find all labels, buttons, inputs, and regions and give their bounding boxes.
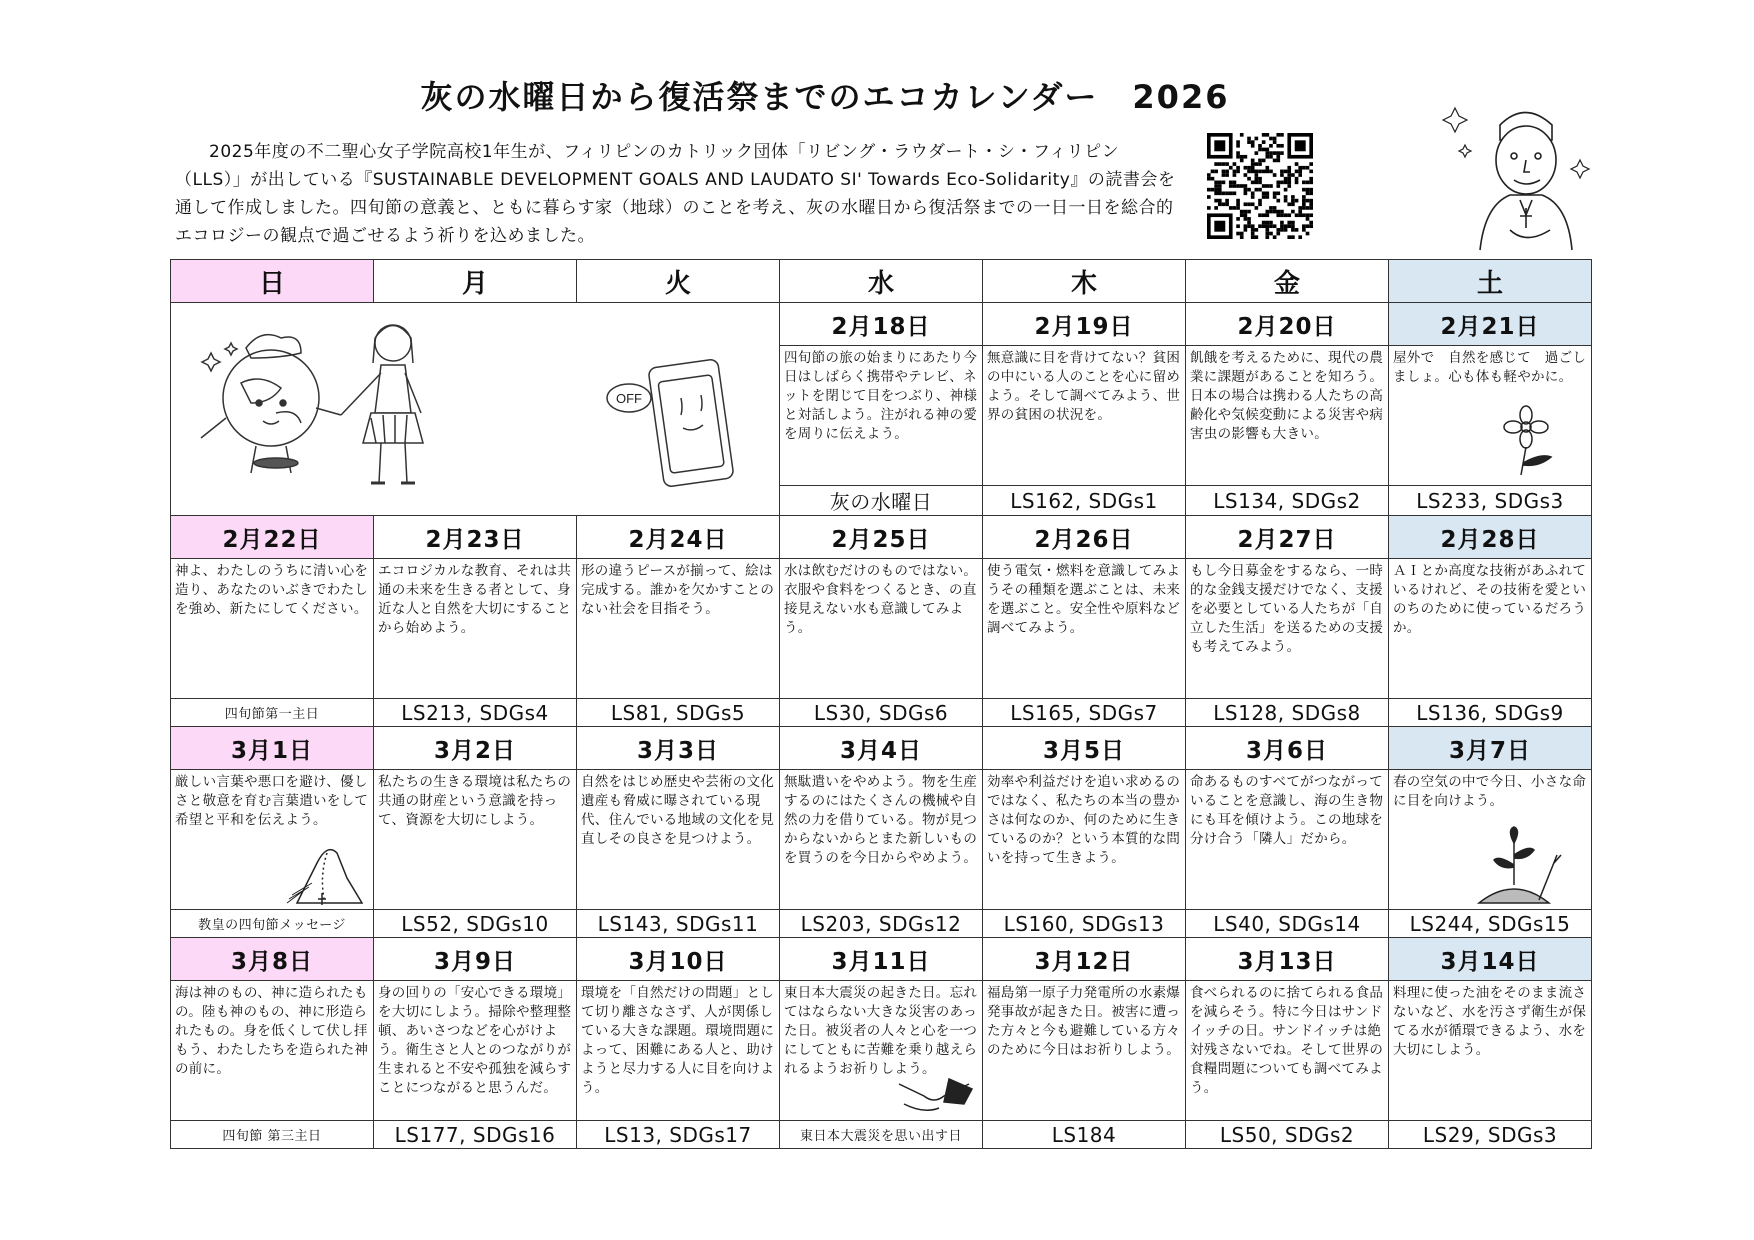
weekday-mon: 月 (374, 260, 577, 303)
day-text: 身の回りの「安心できる環境」を大切にしよう。掃除や整理整頓、あいさつなどを心がけよう。衛生さと人とのつながりが生まれると不安や孤独を減らすことにつながると思うんだ。 (374, 981, 577, 1121)
date-3-7: 3月7日 (1389, 727, 1592, 770)
date-2-23: 2月23日 (374, 516, 577, 559)
date-2-22: 2月22日 (171, 516, 374, 559)
date-2-26: 2月26日 (983, 516, 1186, 559)
day-text: 無意識に目を背けてない？貧困の中にいる人のことを心に留めよう。そして調べてみよう、世界の貧困の状況を。 (983, 346, 1186, 486)
date-3-4: 3月4日 (780, 727, 983, 770)
day-reference: LS52, SDGs10 (374, 910, 577, 938)
day-text: 食べられるのに捨てられる食品を減らそう。特に今日はサンドイッチの日。サンドイッチは絶対残さないでね。そして世界の食糧問題についても調べてみよう。 (1186, 981, 1389, 1121)
day-text: 神よ、わたしのうちに清い心を造り、あなたのいぶきでわたしを強め、新たにしてください。 (171, 559, 374, 699)
day-text: 効率や利益だけを追い求めるのではなく、私たちの本当の豊かさは何なのか、何のために生きているのか？という本質的な問いを持って生きよう。 (983, 770, 1186, 910)
day-text: 私たちの生きる環境は私たちの共通の財産という意識を持って、資源を大切にしよう。 (374, 770, 577, 910)
day-text: 東日本大震災の起きた日。忘れてはならない大きな災害のあった日。被災者の人々と心を一つにしてともに苦難を乗り越えられるようお祈りしよう。 (784, 985, 978, 1077)
day-reference: LS165, SDGs7 (983, 699, 1186, 727)
phone-off-drawing-icon (607, 359, 734, 488)
intro-paragraph: 2025年度の不二聖心女子学院高校1年生が、フィリピンのカトリック団体「リビング・ラウダート・シ・フィリピン（LLS）」が出している『SUSTAINABLE DEVELOPMENT GOALS AND LAUDATO SI' Towards Eco-Solidarity』の読書会を通して作成しました。四旬節の意義と、ともに暮らす家（地球）のことを考え、灰の水曜日から復活祭までの一日一日を総合的エコロジーの観点で過ごせるよう祈りを込めました。 (175, 142, 1176, 246)
date-3-11: 3月11日 (780, 938, 983, 981)
day-reference: LS40, SDGs14 (1186, 910, 1389, 938)
date-3-6: 3月6日 (1186, 727, 1389, 770)
day-reference: LS29, SDGs3 (1389, 1121, 1592, 1149)
date-2-19: 2月19日 (983, 303, 1186, 346)
day-reference: LS50, SDGs2 (1186, 1121, 1389, 1149)
date-3-9: 3月9日 (374, 938, 577, 981)
date-2-24: 2月24日 (577, 516, 780, 559)
date-3-8: 3月8日 (171, 938, 374, 981)
date-3-5: 3月5日 (983, 727, 1186, 770)
calendar-table (170, 259, 1592, 1149)
weekday-thu: 木 (983, 260, 1186, 303)
day-reference: LS13, SDGs17 (577, 1121, 780, 1149)
day-reference: LS203, SDGs12 (780, 910, 983, 938)
date-3-14: 3月14日 (1389, 938, 1592, 981)
day-text: 命あるものすべてがつながっていることを意識し、海の生き物にも耳を傾けよう。この地球を分け合う「隣人」だから。 (1186, 770, 1389, 910)
weekday-fri: 金 (1186, 260, 1389, 303)
day-text-with-hands (171, 770, 374, 910)
day-reference: LS81, SDGs5 (577, 699, 780, 727)
day-reference: 灰の水曜日 (780, 486, 983, 516)
day-text: 形の違うピースが揃って、絵は完成する。誰かを欠かすことのない社会を目指そう。 (577, 559, 780, 699)
date-3-1: 3月1日 (171, 727, 374, 770)
page-title: 灰の水曜日から復活祭までのエコカレンダー 2026 (420, 78, 1230, 116)
day-text: 自然をはじめ歴史や芸術の文化遺産も脅威に曝されている現代、住んでいる地域の文化を見直しその良さを見つけよう。 (577, 770, 780, 910)
day-text: 海は神のもの、神に造られたもの。陸も神のもの、神に形造られたもの。身を低くして伏し拝もう、わたしたちを造られた神の前に。 (171, 981, 374, 1121)
day-text: 無駄遣いをやめよう。物を生産するのにはたくさんの機械や自然の力を借りている。物が見つからないからとまた新しいものを買うのを今日からやめよう。 (780, 770, 983, 910)
day-text-with-sprout (1389, 770, 1592, 910)
day-reference: LS244, SDGs15 (1389, 910, 1592, 938)
day-text: ＡＩとか高度な技術があふれているけれど、その技術を愛といのちのために使っているだろうか。 (1389, 559, 1592, 699)
day-reference: LS213, SDGs4 (374, 699, 577, 727)
sprout-drawing-icon (1469, 825, 1569, 905)
pope-drawing-icon (1440, 90, 1610, 260)
flower-drawing-icon (1491, 405, 1561, 477)
day-reference: LS177, SDGs16 (374, 1121, 577, 1149)
date-3-2: 3月2日 (374, 727, 577, 770)
day-text: 屋外で 自然を感じて 過ごしましょ。心も体も軽やかに。 (1393, 350, 1587, 385)
qr-code-icon[interactable] (1207, 133, 1313, 239)
weekday-tue: 火 (577, 260, 780, 303)
day-reference: LS134, SDGs2 (1186, 486, 1389, 516)
day-text: 春の空気の中で今日、小さな命に目を向けよう。 (1393, 774, 1587, 809)
day-text: 厳しい言葉や悪口を避け、優しさと敬意を育む言葉遣いをして希望と平和を伝えよう。 (175, 774, 369, 828)
day-text: エコロジカルな教育、それは共通の未来を生きる者として、身近な人と自然を大切にすることから始めよう。 (374, 559, 577, 699)
date-2-25: 2月25日 (780, 516, 983, 559)
day-text-with-handshake (780, 981, 983, 1121)
svg-text:OFF: OFF (616, 391, 642, 406)
day-reference: LS162, SDGs1 (983, 486, 1186, 516)
date-3-10: 3月10日 (577, 938, 780, 981)
weekday-sat: 土 (1389, 260, 1592, 303)
date-2-20: 2月20日 (1186, 303, 1389, 346)
day-reference: LS184 (983, 1121, 1186, 1149)
day-reference: 四旬節 第三主日 (171, 1121, 374, 1149)
day-reference: 四旬節第一主日 (171, 699, 374, 727)
day-text: もし今日募金をするなら、一時的な金銭支援だけでなく、支援を必要としている人たちが「自立した生活」を送るための支援も考えてみよう。 (1186, 559, 1389, 699)
day-text: 水は飲むだけのものではない。衣服や食料をつくるとき、の直接見えない水も意識してみよう。 (780, 559, 983, 699)
praying-hands-icon (277, 833, 367, 905)
day-reference: LS143, SDGs11 (577, 910, 780, 938)
date-3-12: 3月12日 (983, 938, 1186, 981)
weekday-wed: 水 (780, 260, 983, 303)
earth-drawing-icon (201, 335, 341, 473)
week1-illustration (171, 303, 780, 516)
day-reference: LS128, SDGs8 (1186, 699, 1389, 727)
day-reference: LS136, SDGs9 (1389, 699, 1592, 727)
day-reference: 東日本大震災を思い出す日 (780, 1121, 983, 1149)
day-text: 環境を「自然だけの問題」として切り離さなさず、人が関係している大きな課題。環境問題によって、困難にある人と、助けようと尽力する人に目を向けよう。 (577, 981, 780, 1121)
day-reference: LS160, SDGs13 (983, 910, 1186, 938)
day-reference: LS30, SDGs6 (780, 699, 983, 727)
girl-drawing-icon (341, 325, 423, 483)
weekday-sun: 日 (171, 260, 374, 303)
day-text: 福島第一原子力発電所の水素爆発事故が起きた日。被害に遭った方々と今も避難している方々のために今日はお祈りしよう。 (983, 981, 1186, 1121)
date-3-13: 3月13日 (1186, 938, 1389, 981)
day-reference: LS233, SDGs3 (1389, 486, 1592, 516)
day-text-with-flower (1389, 346, 1592, 486)
day-text: 四旬節の旅の始まりにあたり今日はしばらく携帯やテレビ、ネットを閉じて目をつぶり、神様と対話しよう。注がれる神の愛を周りに伝えよう。 (780, 346, 983, 486)
weekday-header-row (171, 260, 1592, 303)
date-3-3: 3月3日 (577, 727, 780, 770)
date-2-28: 2月28日 (1389, 516, 1592, 559)
day-text: 料理に使った油をそのまま流さないなど、水を汚さず衛生が保てる水が循環できるよう、水を大切にしよう。 (1389, 981, 1592, 1121)
date-2-27: 2月27日 (1186, 516, 1389, 559)
date-2-18: 2月18日 (780, 303, 983, 346)
date-2-21: 2月21日 (1389, 303, 1592, 346)
day-text: 飢餓を考えるために、現代の農業に課題があることを知ろう。日本の場合は携わる人たちの高齢化や気候変動による災害や病害虫の影響も大きい。 (1186, 346, 1389, 486)
day-reference: 教皇の四旬節メッセージ (171, 910, 374, 938)
handshake-icon (894, 1074, 974, 1118)
day-text: 使う電気・燃料を意識してみようその種類を選ぶことは、未来を選ぶこと。安全性や原料など調べてみよう。 (983, 559, 1186, 699)
